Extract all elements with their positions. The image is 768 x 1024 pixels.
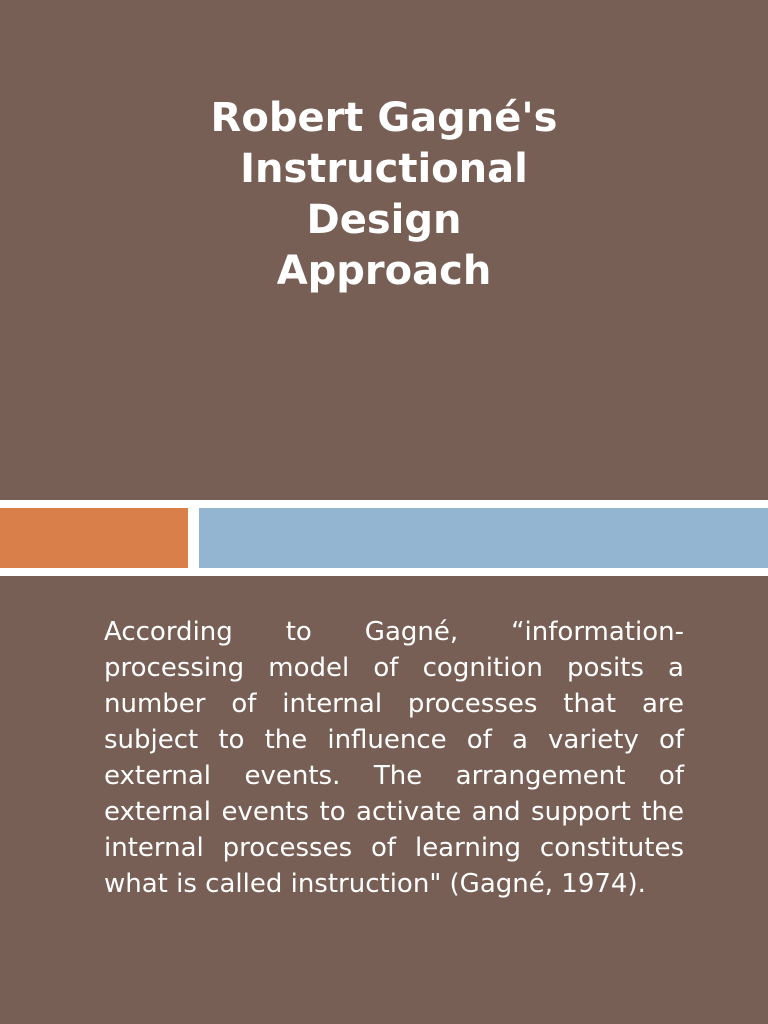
title-line-4: Approach — [276, 248, 492, 294]
title-line-2: Instructional — [240, 146, 528, 192]
orange-accent-bar — [0, 508, 188, 568]
title-line-1: Robert Gagné's — [210, 95, 558, 141]
title-line-3: Design — [306, 197, 462, 243]
body-paragraph: According to Gagné, “information-processing model of cognition posits a number of internal processes that are subject to the influence of a variety of external events. The arrangement of external events to activate and support the internal processes of learning constitutes what is called instruction" (Gagné, 1974). — [104, 617, 684, 899]
slide-title — [134, 93, 634, 297]
divider-band — [0, 500, 768, 576]
blue-accent-bar — [199, 508, 768, 568]
